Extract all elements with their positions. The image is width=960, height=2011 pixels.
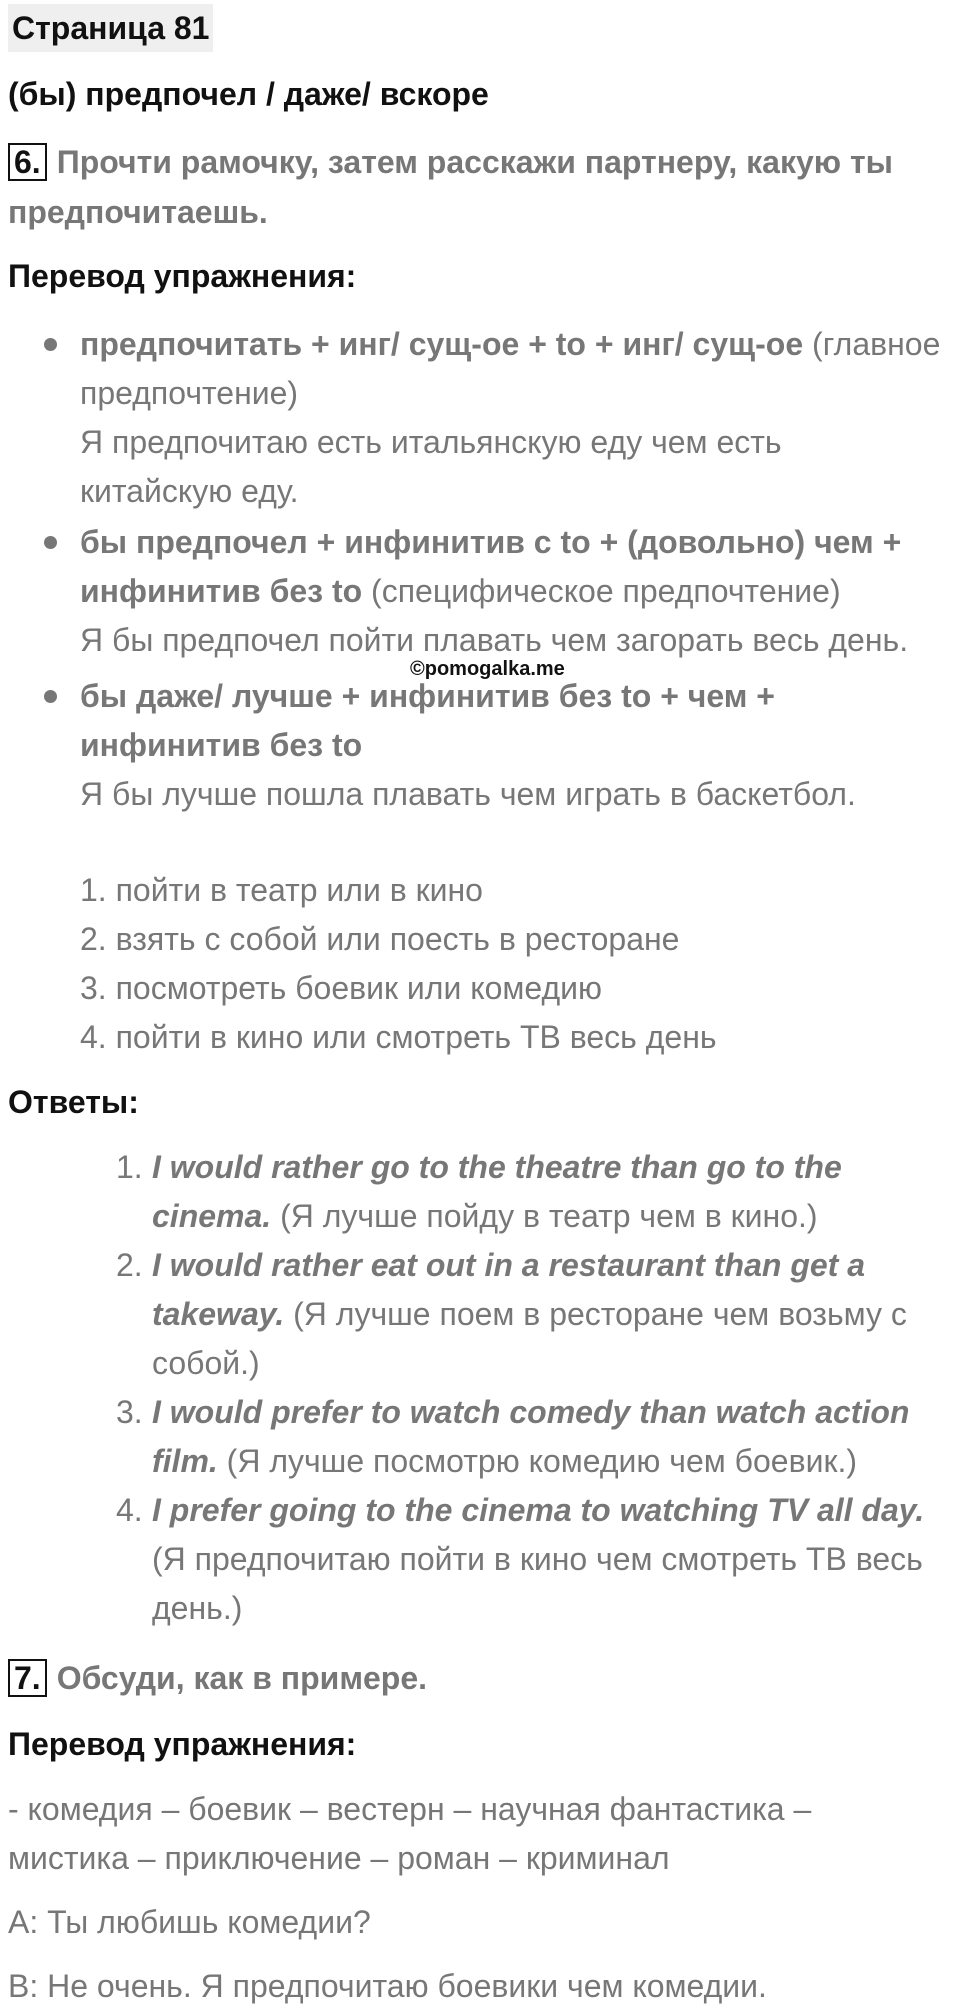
- exercise-6-instruction: [8, 138, 893, 187]
- answer-3-number: 3.: [116, 1394, 143, 1430]
- answer-3-translation: (Я лучше посмотрю комедию чем боевик.): [226, 1443, 857, 1479]
- exercise-6-instruction-line2: предпочитаешь.: [8, 194, 268, 230]
- translation-heading-2: Перевод упражнения:: [8, 1726, 357, 1762]
- dialog-line-a: A: Ты любишь комедии?: [8, 1904, 371, 1940]
- answer-4-number: 4.: [116, 1492, 143, 1528]
- bullet-1-example-line2: китайскую еду.: [80, 473, 299, 509]
- answer-1-number: 1.: [116, 1149, 143, 1185]
- bullet-3-example: Я бы лучше пошла плавать чем играть в баскетбол.: [80, 776, 856, 812]
- answer-3-english-line1: I would prefer to watch comedy than watch action: [152, 1394, 910, 1430]
- answer-2-english-line1: I would rather eat out in a restaurant than get a: [152, 1247, 865, 1283]
- page-title: Страница 81: [8, 4, 213, 52]
- genres-line1: - комедия – боевик – вестерн – научная фантастика –: [8, 1791, 812, 1827]
- bullet-2-rule-line2: инфинитив без to: [80, 573, 363, 609]
- genres-line2: мистика – приключение – роман – криминал: [8, 1840, 670, 1876]
- bullet-2-line2: [80, 567, 841, 616]
- answer-1-english-line2: cinema.: [152, 1198, 272, 1234]
- answer-2-number: 2.: [116, 1247, 143, 1283]
- bullet-dot-1: [44, 338, 57, 351]
- bullet-2-note: (специфическое предпочтение): [371, 573, 841, 609]
- bullet-1-note: (главное: [812, 326, 941, 362]
- exercise-7-instruction: [8, 1654, 427, 1703]
- vocab-line: (бы) предпочел / даже/ вскоре: [8, 76, 489, 112]
- answer-4-english-line1: I prefer going to the cinema to watching TV all day.: [152, 1492, 925, 1528]
- option-item-3: 3. посмотреть боевик или комедию: [80, 970, 602, 1006]
- answer-1-english-line1: I would rather go to the theatre than go to the: [152, 1149, 842, 1185]
- bullet-dot-2: [44, 536, 57, 549]
- answer-4-translation-line2: день.): [152, 1590, 243, 1626]
- exercise-6-number: 6.: [8, 143, 47, 181]
- exercise-7-number: 7.: [8, 1659, 47, 1697]
- option-item-2: 2. взять с собой или поесть в ресторане: [80, 921, 680, 957]
- option-item-1: 1. пойти в театр или в кино: [80, 872, 483, 908]
- answer-1-translation: (Я лучше пойду в театр чем в кино.): [280, 1198, 818, 1234]
- translation-heading: Перевод упражнения:: [8, 258, 357, 294]
- bullet-dot-3: [44, 690, 57, 703]
- dialog-line-b: B: Не очень. Я предпочитаю боевики чем комедии.: [8, 1968, 767, 2004]
- bullet-2-example: Я бы предпочел пойти плавать чем загорать весь день.: [80, 622, 909, 658]
- answer-3-line2: [152, 1437, 857, 1486]
- answer-2-translation-line2: собой.): [152, 1345, 260, 1381]
- answer-2-line2: [152, 1290, 907, 1339]
- bullet-1-rule: предпочитать + инг/ сущ-ое + to + инг/ сущ-ое: [80, 326, 804, 362]
- exercise-7-instruction-text: Обсуди, как в примере.: [56, 1660, 428, 1696]
- answer-3-english-line2: film.: [152, 1443, 218, 1479]
- exercise-6-instruction-line1: Прочти рамочку, затем расскажи партнеру, какую ты: [56, 144, 893, 180]
- bullet-2-rule-line1: бы предпочел + инфинитив с to + (довольно) чем +: [80, 524, 902, 560]
- bullet-1-line1: [80, 320, 940, 369]
- answer-1-line2: [152, 1192, 818, 1241]
- bullet-1-line2: предпочтение): [80, 375, 299, 411]
- bullet-1-example-line1: Я предпочитаю есть итальянскую еду чем есть: [80, 424, 782, 460]
- answers-heading: Ответы:: [8, 1084, 139, 1120]
- bullet-3-rule-line2: инфинитив без to: [80, 727, 363, 763]
- answer-4-translation-line1: (Я предпочитаю пойти в кино чем смотреть ТВ весь: [152, 1541, 923, 1577]
- bullet-3-rule-line1: бы даже/ лучше + инфинитив без to + чем +: [80, 678, 775, 714]
- watermark: ©pomogalka.me: [410, 658, 565, 680]
- answer-2-english-line2: takeway.: [152, 1296, 285, 1332]
- answer-2-translation: (Я лучше поем в ресторане чем возьму с: [293, 1296, 907, 1332]
- option-item-4: 4. пойти в кино или смотреть ТВ весь день: [80, 1019, 717, 1055]
